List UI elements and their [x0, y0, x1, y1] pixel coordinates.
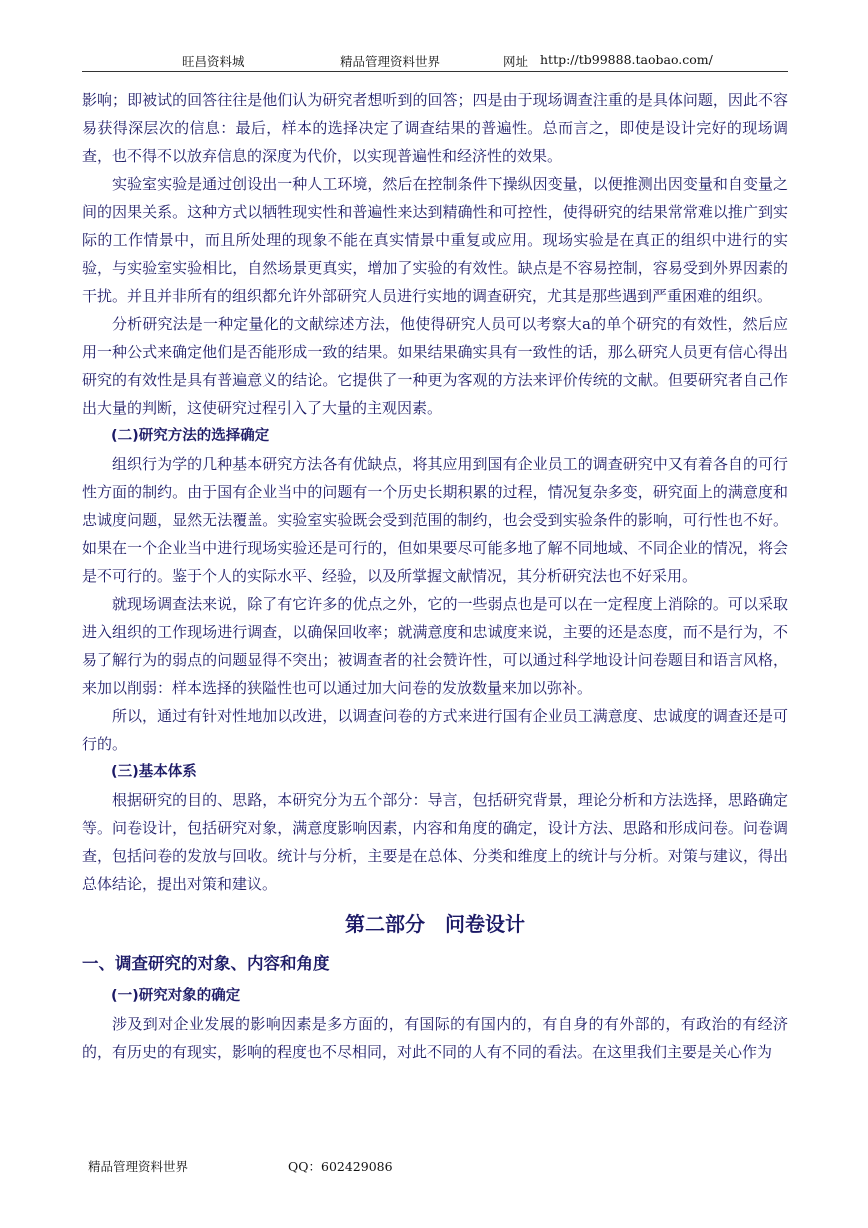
- paragraph: 所以，通过有针对性地加以改进，以调查问卷的方式来进行国有企业员工满意度、忠诚度的调查还是可行的。: [82, 707, 788, 753]
- footer-qq: QQ：602429086: [288, 1159, 393, 1174]
- paragraph: 就现场调查法来说，除了有它许多的优点之外，它的一些弱点也是可以在一定程度上消除的。可以采取进入组织的工作现场进行调查，以确保回收率；就满意度和忠诚度来说，主要的还是态度，而不是行为，不易了解行为的弱点的问题显得不突出；被调查者的社会赞许性，可以通过科学地设计问卷题目和语言风格，来加以削弱：样本选择的狭隘性也可以通过加大问卷的发放数量来加以弥补。: [82, 595, 788, 697]
- footer-site-name: 精品管理资料世界: [88, 1159, 189, 1174]
- page-footer: [88, 1157, 688, 1177]
- header-url-link[interactable]: http://tb99888.taobao.com/: [540, 52, 713, 67]
- header-title: 精品管理资料世界: [340, 54, 441, 69]
- subheading: (二)研究方法的选择确定: [111, 428, 270, 444]
- document-body: [82, 86, 788, 1066]
- paragraph: 涉及到对企业发展的影响因素是多方面的，有国际的有国内的，有自身的有外部的，有政治的有经济的，有历史的有现实，影响的程度也不尽相同，对此不同的人有不同的看法。在这里我们主要是关心作为: [82, 1015, 788, 1061]
- subheading: (三)基本体系: [111, 764, 197, 780]
- part-title: 第二部分 问卷设计: [345, 912, 525, 936]
- paragraph: 实验室实验是通过创设出一种人工环境，然后在控制条件下操纵因变量，以便推测出因变量和自变量之间的因果关系。这种方式以牺牲现实性和普遍性来达到精确性和可控性，使得研究的结果常常难以推广到实际的工作情景中，而且所处理的现象不能在真实情景中重复或应用。现场实验是在真正的组织中进行的实验，与实验室实验相比，自然场景更真实，增加了实验的有效性。缺点是不容易控制，容易受到外界因素的干扰。并且并非所有的组织都允许外部研究人员进行实地的调查研究，尤其是那些遇到严重困难的组织。: [82, 175, 788, 305]
- page-header: [82, 48, 788, 70]
- paragraph: 根据研究的目的、思路，本研究分为五个部分：导言，包括研究背景，理论分析和方法选择，思路确定等。问卷设计，包括研究对象，满意度影响因素，内容和角度的确定，设计方法、思路和形成问卷。问卷调查，包括问卷的发放与回收。统计与分析，主要是在总体、分类和维度上的统计与分析。对策与建议，得出总体结论，提出对策和建议。: [82, 791, 788, 893]
- paragraph: 组织行为学的几种基本研究方法各有优缺点，将其应用到国有企业员工的调查研究中又有着各自的可行性方面的制约。由于国有企业当中的问题有一个历史长期积累的过程，情况复杂多变，研究面上的满意度和忠诚度问题，显然无法覆盖。实验室实验既会受到范围的制约，也会受到实验条件的影响，可行性也不好。如果在一个企业当中进行现场实验还是可行的，但如果要尽可能多地了解不同地域、不同企业的情况，将会是不可行的。鉴于个人的实际水平、经验，以及所掌握文献情况，其分析研究法也不好采用。: [82, 455, 788, 585]
- header-site-name: 旺昌资料城: [182, 54, 245, 69]
- header-divider: [82, 71, 788, 72]
- section-heading: 一、调查研究的对象、内容和角度: [82, 954, 330, 973]
- header-url-label: 网址: [503, 54, 529, 69]
- subheading: (一)研究对象的确定: [111, 988, 241, 1004]
- paragraph: 分析研究法是一种定量化的文献综述方法，他使得研究人员可以考察大a的单个研究的有效性，然后应用一种公式来确定他们是否能形成一致的结果。如果结果确实具有一致性的话，那么研究人员更有信心得出研究的有效性是具有普遍意义的结论。它提供了一种更为客观的方法来评价传统的文献。但要研究者自己作出大量的判断，这使研究过程引入了大量的主观因素。: [82, 315, 788, 417]
- paragraph: 影响；即被试的回答往往是他们认为研究者想听到的回答；四是由于现场调查注重的是具体问题，因此不容易获得深层次的信息：最后，样本的选择决定了调查结果的普遍性。总而言之，即使是设计完好的现场调查，也不得不以放弃信息的深度为代价，以实现普遍性和经济性的效果。: [82, 91, 788, 165]
